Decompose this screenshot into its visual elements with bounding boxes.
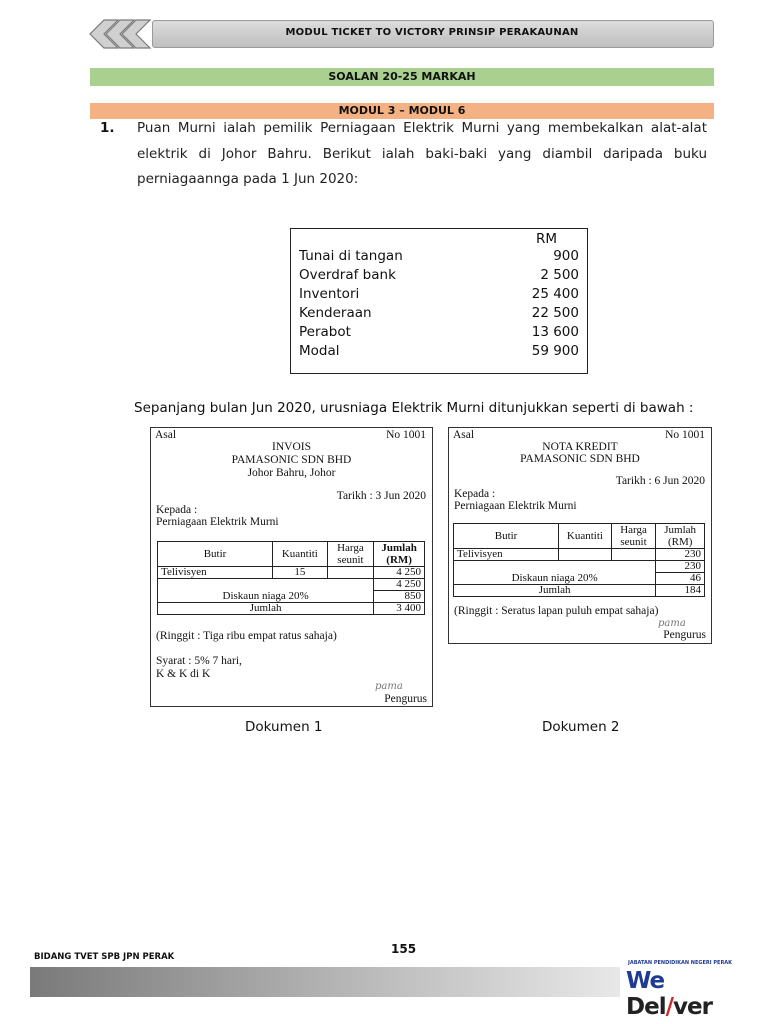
balance-label: Perabot <box>299 324 351 340</box>
header-title: MODUL TICKET TO VICTORY PRINSIP PERAKAUNAN <box>285 27 579 38</box>
currency-header: RM <box>535 231 557 247</box>
qty-cell <box>559 549 612 561</box>
doc-title: INVOIS <box>272 441 311 453</box>
col-amount-line2: (RM) <box>667 536 693 548</box>
total-label-cell: Jumlah <box>158 603 374 615</box>
table-row <box>454 561 705 573</box>
table-row <box>158 603 425 615</box>
table-row <box>158 579 425 591</box>
col-price <box>327 542 374 567</box>
table-row <box>454 585 705 597</box>
balance-label: Kenderaan <box>299 305 372 321</box>
doc-to-name: Perniagaan Elektrik Murni <box>454 500 577 512</box>
table-header-row <box>454 524 705 549</box>
table-header-row <box>158 542 425 567</box>
doc-address: Johor Bahru, Johor <box>247 467 336 479</box>
terms-line-1: Syarat : 5% 7 hari, <box>156 655 242 667</box>
footer-bar <box>30 967 620 997</box>
col-amount-line2: (RM) <box>386 554 412 566</box>
col-price-line1: Harga <box>620 524 647 536</box>
table-row <box>158 567 425 579</box>
logo-del: Del <box>626 994 666 1020</box>
doc-tag: Asal <box>453 429 475 441</box>
col-qty: Kuantiti <box>559 524 612 549</box>
col-amount-line1: Jumlah <box>381 542 417 554</box>
credit-note-table <box>453 523 705 597</box>
amount-cell: 4 250 <box>374 567 425 579</box>
price-cell <box>327 567 374 579</box>
table-row <box>158 591 425 603</box>
invoice-document <box>150 427 433 707</box>
total-cell: 184 <box>656 585 705 597</box>
doc1-caption: Dokumen 1 <box>245 719 323 735</box>
credit-note-document <box>448 427 712 644</box>
question-line-1: Puan Murni ialah pemilik Perniagaan Elektrik Murni yang membekalkan alat-alat <box>137 120 707 136</box>
amount-in-words: (Ringgit : Tiga ribu empat ratus sahaja) <box>156 630 337 642</box>
balance-label: Overdraf bank <box>299 267 396 283</box>
col-price-line2: seunit <box>620 536 647 548</box>
balance-row <box>299 248 579 267</box>
item-cell: Telivisyen <box>454 549 559 561</box>
signature: pama <box>375 681 403 692</box>
balance-row <box>299 286 579 305</box>
col-amount <box>656 524 705 549</box>
page-number: 155 <box>391 942 417 956</box>
doc-company: PAMASONIC SDN BHD <box>520 453 640 465</box>
doc-to-label: Kepada : <box>156 504 198 516</box>
header-chevron-icon <box>88 18 162 50</box>
qty-cell: 15 <box>273 567 328 579</box>
col-price <box>611 524 656 549</box>
table-row <box>454 573 705 585</box>
marks-band: SOALAN 20-25 MARKAH <box>90 68 714 86</box>
discount-cell: 46 <box>656 573 705 585</box>
we-deliver-logo <box>622 960 752 1020</box>
signer: Pengurus <box>384 693 427 705</box>
col-price-line1: Harga <box>337 542 364 554</box>
discount-label-cell: Diskaun niaga 20% <box>454 573 656 585</box>
balance-value: 2 500 <box>540 267 579 283</box>
item-cell: Telivisyen <box>158 567 273 579</box>
amount-in-words: (Ringgit : Seratus lapan puluh empat sahaja) <box>454 605 659 617</box>
invoice-table <box>157 541 425 615</box>
logo-ver: ver <box>672 994 712 1020</box>
discount-label-cell: Diskaun niaga 20% <box>158 591 374 603</box>
balance-row <box>299 324 579 343</box>
col-amount <box>374 542 425 567</box>
col-amount-line1: Jumlah <box>664 524 697 536</box>
module-band: MODUL 3 – MODUL 6 <box>90 103 714 119</box>
doc-date: Tarikh : 6 Jun 2020 <box>615 475 705 487</box>
balance-value: 25 400 <box>531 286 579 302</box>
balance-row <box>299 343 579 362</box>
subtotal-cell: 230 <box>656 561 705 573</box>
doc-to-label: Kepada : <box>454 488 496 500</box>
col-price-line2: seunit <box>337 554 364 566</box>
doc-date: Tarikh : 3 Jun 2020 <box>336 490 426 502</box>
balance-label: Tunai di tangan <box>299 248 403 264</box>
balance-value: 22 500 <box>531 305 579 321</box>
price-cell <box>611 549 656 561</box>
signer: Pengurus <box>663 629 706 641</box>
blank-cell <box>454 561 656 573</box>
col-item: Butir <box>454 524 559 549</box>
footer-label: BIDANG TVET SPB JPN PERAK <box>34 952 175 962</box>
balance-row <box>299 305 579 324</box>
doc-title: NOTA KREDIT <box>542 441 618 453</box>
discount-cell: 850 <box>374 591 425 603</box>
doc2-caption: Dokumen 2 <box>542 719 620 735</box>
logo-slash: / <box>665 994 673 1020</box>
doc-company: PAMASONIC SDN BHD <box>231 454 352 466</box>
question-line-3: perniagaannga pada 1 Jun 2020: <box>137 171 359 187</box>
balance-row <box>299 267 579 286</box>
subtotal-cell: 4 250 <box>374 579 425 591</box>
logo-wordmark <box>626 968 752 1020</box>
question-number: 1. <box>100 120 115 136</box>
doc-number: No 1001 <box>386 429 426 441</box>
balances-box <box>290 228 588 374</box>
logo-we: We <box>626 968 665 994</box>
transactions-intro: Sepanjang bulan Jun 2020, urusniaga Elektrik Murni ditunjukkan seperti di bawah : <box>134 400 694 416</box>
blank-cell <box>158 579 374 591</box>
amount-cell: 230 <box>656 549 705 561</box>
balance-value: 900 <box>553 248 579 264</box>
terms-line-2: K & K di K <box>156 668 211 680</box>
col-item: Butir <box>158 542 273 567</box>
logo-subtitle: JABATAN PENDIDIKAN NEGERI PERAK <box>628 960 733 966</box>
doc-to-name: Perniagaan Elektrik Murni <box>156 516 279 528</box>
balance-label: Inventori <box>299 286 360 302</box>
signature: pama <box>658 618 686 629</box>
question-line-2: elektrik di Johor Bahru. Berikut ialah baki-baki yang diambil daripada buku <box>137 146 707 162</box>
doc-number: No 1001 <box>665 429 705 441</box>
col-qty: Kuantiti <box>273 542 328 567</box>
balance-value: 13 600 <box>531 324 579 340</box>
total-cell: 3 400 <box>374 603 425 615</box>
balance-value: 59 900 <box>531 343 579 359</box>
doc-tag: Asal <box>155 429 177 441</box>
total-label-cell: Jumlah <box>454 585 656 597</box>
table-row <box>454 549 705 561</box>
balance-label: Modal <box>299 343 340 359</box>
